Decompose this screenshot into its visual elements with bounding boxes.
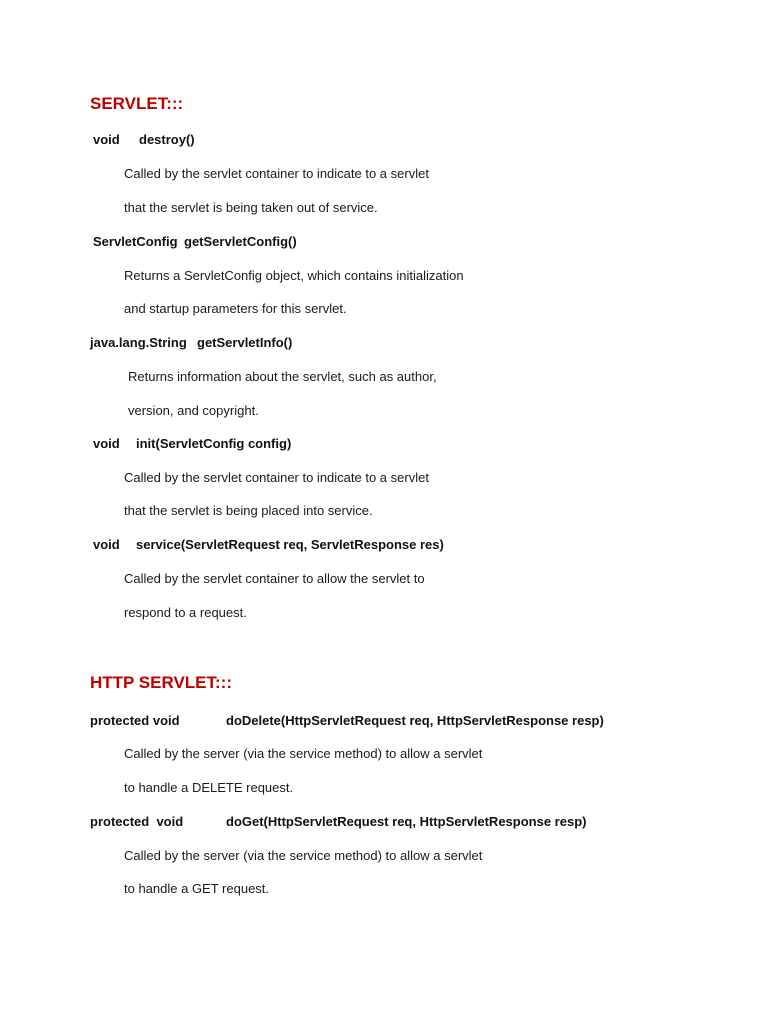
method-signature: getServletInfo() xyxy=(197,335,293,350)
method-return-type: void xyxy=(93,132,120,147)
method-description-line: Called by the servlet container to allow the servlet to xyxy=(124,571,425,586)
method-return-type: void xyxy=(93,537,120,552)
http-servlet-heading: HTTP SERVLET::: xyxy=(90,673,232,692)
method-signature: init(ServletConfig config) xyxy=(136,436,292,451)
method-description-line: to handle a DELETE request. xyxy=(124,780,294,795)
method-description-line: respond to a request. xyxy=(124,605,247,620)
method-return-type: void xyxy=(93,436,120,451)
method-description-line: that the servlet is being placed into service. xyxy=(124,503,373,518)
method-description-line: Returns a ServletConfig object, which contains initialization xyxy=(124,268,464,283)
method-description-line: and startup parameters for this servlet. xyxy=(124,301,347,316)
method-signature: service(ServletRequest req, ServletResponse res) xyxy=(136,537,444,552)
method-return-type: java.lang.String xyxy=(90,335,187,350)
method-description-line: Returns information about the servlet, such as author, xyxy=(128,369,437,384)
method-return-type: ServletConfig xyxy=(93,234,178,249)
method-description-line: Called by the server (via the service method) to allow a servlet xyxy=(124,746,483,761)
servlet-heading: SERVLET::: xyxy=(90,94,184,113)
method-signature: doGet(HttpServletRequest req, HttpServletResponse resp) xyxy=(226,814,587,829)
method-description-line: that the servlet is being taken out of service. xyxy=(124,200,378,215)
method-description-line: Called by the server (via the service method) to allow a servlet xyxy=(124,848,483,863)
method-description-line: to handle a GET request. xyxy=(124,881,270,896)
method-description-line: Called by the servlet container to indicate to a servlet xyxy=(124,470,429,485)
method-description-line: Called by the servlet container to indicate to a servlet xyxy=(124,166,429,181)
method-return-type: protected void xyxy=(90,814,184,829)
method-return-type: protected void xyxy=(90,713,180,728)
method-signature: destroy() xyxy=(139,132,195,147)
method-signature: doDelete(HttpServletRequest req, HttpServletResponse resp) xyxy=(226,713,604,728)
method-signature: getServletConfig() xyxy=(184,234,297,249)
method-description-line: version, and copyright. xyxy=(128,403,259,418)
